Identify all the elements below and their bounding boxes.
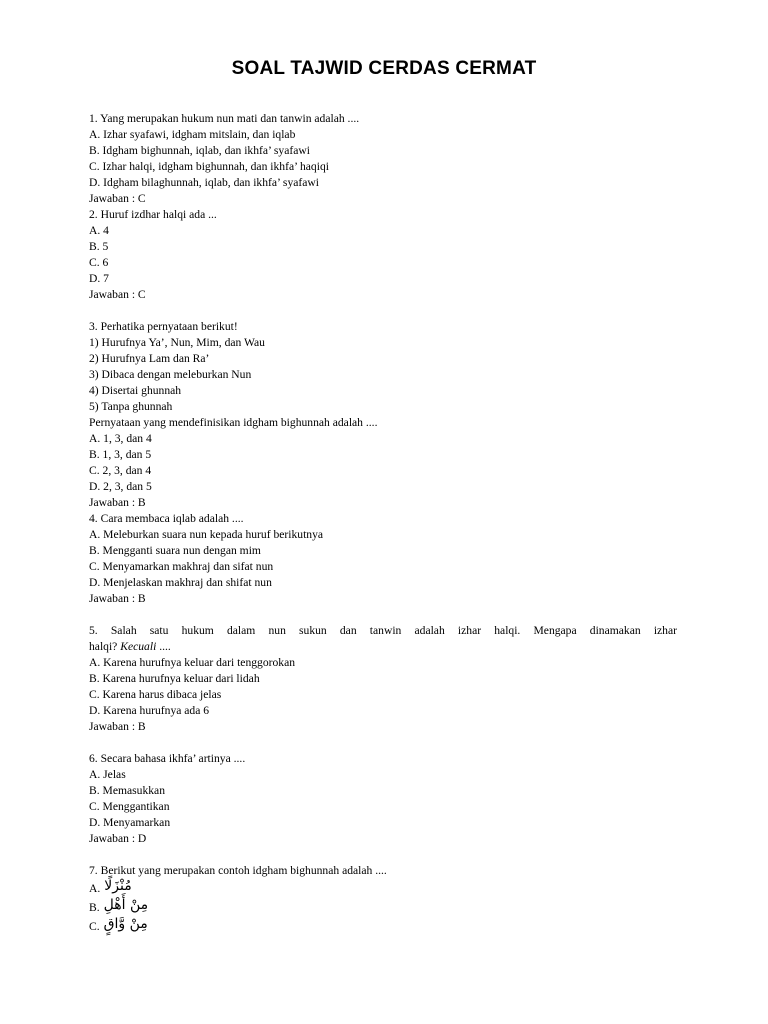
question-5-option-d: D. Karena hurufnya ada 6	[89, 704, 210, 717]
question-7-option-a-arabic: مُنْزَلًا	[104, 878, 132, 894]
document-title: SOAL TAJWID CERDAS CERMAT	[231, 58, 537, 79]
question-1-option-d: D. Idgham bilaghunnah, iqlab, dan ikhfa’ syafawi	[89, 176, 319, 189]
question-6-option-b: B. Memasukkan	[89, 784, 165, 797]
question-3-prompt: Pernyataan yang mendefinisikan idgham bighunnah adalah ....	[89, 416, 378, 429]
question-7-text: 7. Berikut yang merupakan contoh idgham bighunnah adalah ....	[89, 864, 387, 877]
question-6-text: 6. Secara bahasa ikhfa’ artinya ....	[89, 752, 246, 765]
question-5-option-a: A. Karena hurufnya keluar dari tenggorokan	[89, 656, 296, 669]
question-2-text: 2. Huruf izdhar halqi ada ...	[89, 208, 217, 221]
question-1-option-a: A. Izhar syafawi, idgham mitslain, dan iqlab	[89, 128, 296, 141]
question-5-text-line-1: 5. Salah satu hukum dalam nun sukun dan tanwin adalah izhar halqi. Mengapa dinamakan izhar	[89, 624, 677, 637]
question-4-option-c: C. Menyamarkan makhraj dan sifat nun	[89, 560, 274, 573]
question-5-except: Kecuali	[120, 640, 157, 653]
question-3-option-a: A. 1, 3, dan 4	[89, 432, 152, 445]
question-1-option-c: C. Izhar halqi, idgham bighunnah, dan ikhfa’ haqiqi	[89, 160, 329, 173]
question-2-option-b: B. 5	[89, 240, 109, 253]
question-3-statement-4: 4) Disertai ghunnah	[89, 384, 182, 397]
question-4-option-d: D. Menjelaskan makhraj dan shifat nun	[89, 576, 272, 589]
question-7-option-c-arabic: مِنْ وَّاقٍ	[103, 916, 148, 932]
question-7-option-c: C. مِنْ وَّاقٍ	[89, 916, 148, 933]
question-7-option-a: A. مُنْزَلًا	[89, 878, 132, 895]
question-3-option-b: B. 1, 3, dan 5	[89, 448, 152, 461]
question-3-text: 3. Perhatika pernyataan berikut!	[89, 320, 238, 333]
question-4-answer: Jawaban : B	[89, 592, 146, 605]
question-2-option-d: D. 7	[89, 272, 109, 285]
question-3-statement-2: 2) Hurufnya Lam dan Ra’	[89, 352, 210, 365]
question-3-option-c: C. 2, 3, dan 4	[89, 464, 152, 477]
question-6-answer: Jawaban : D	[89, 832, 147, 845]
question-5-option-b: B. Karena hurufnya keluar dari lidah	[89, 672, 260, 685]
question-4-option-a: A. Meleburkan suara nun kepada huruf berikutnya	[89, 528, 324, 541]
question-5-option-c: C. Karena harus dibaca jelas	[89, 688, 222, 701]
question-3-answer: Jawaban : B	[89, 496, 146, 509]
question-3-statement-5: 5) Tanpa ghunnah	[89, 400, 173, 413]
question-3-statement-3: 3) Dibaca dengan meleburkan Nun	[89, 368, 252, 381]
question-1-option-b: B. Idgham bighunnah, iqlab, dan ikhfa’ syafawi	[89, 144, 310, 157]
question-5-answer: Jawaban : B	[89, 720, 146, 733]
question-7-option-b: B. مِنْ أَهْلِ	[89, 897, 149, 914]
question-2-option-a: A. 4	[89, 224, 109, 237]
question-5-text-line-2: halqi? Kecuali ....	[89, 640, 171, 653]
question-list	[89, 111, 677, 936]
question-2-answer: Jawaban : C	[89, 288, 146, 301]
question-4-text: 4. Cara membaca iqlab adalah ....	[89, 512, 244, 525]
question-6-option-d: D. Menyamarkan	[89, 816, 171, 829]
question-4-option-b: B. Mengganti suara nun dengan mim	[89, 544, 261, 557]
question-3-option-d: D. 2, 3, dan 5	[89, 480, 152, 493]
question-3-statement-1: 1) Hurufnya Ya’, Nun, Mim, dan Wau	[89, 336, 265, 349]
question-1-text: 1. Yang merupakan hukum nun mati dan tanwin adalah ....	[89, 112, 360, 125]
question-6-option-a: A. Jelas	[89, 768, 126, 781]
question-7-option-b-arabic: مِنْ أَهْلِ	[103, 897, 149, 913]
question-2-option-c: C. 6	[89, 256, 109, 269]
question-6-option-c: C. Menggantikan	[89, 800, 170, 813]
question-1-answer: Jawaban : C	[89, 192, 146, 205]
